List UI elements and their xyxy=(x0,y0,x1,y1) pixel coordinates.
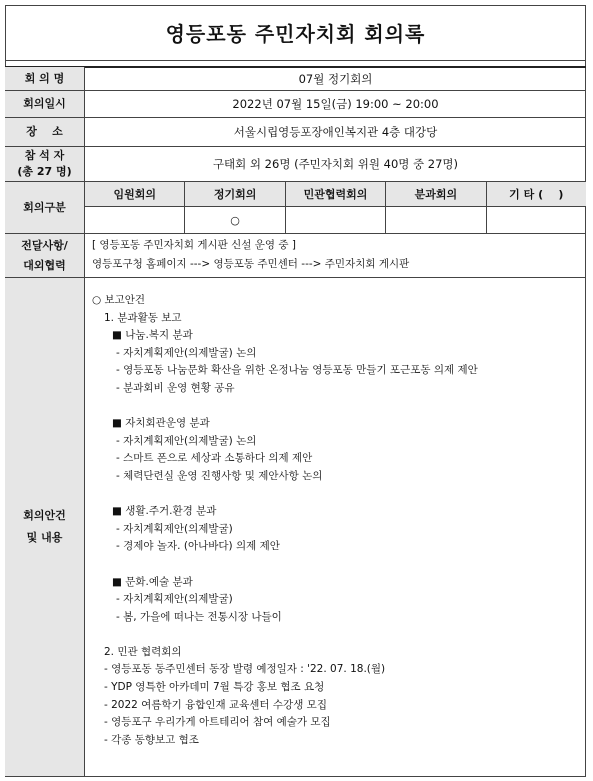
list-item: - 체력단련실 운영 진행사항 및 제안사항 논의 xyxy=(116,469,323,482)
meeting-type-mark xyxy=(286,207,386,233)
meeting-date-value: 2022년 07월 15일(금) 19:00 ~ 20:00 xyxy=(232,97,439,111)
divider xyxy=(5,277,586,278)
agenda-label-line1: 회의안건 xyxy=(23,509,66,522)
agenda-label xyxy=(5,278,85,776)
list-item: - 자치계획제안(의제발굴) xyxy=(116,522,233,535)
notice-label xyxy=(5,234,85,277)
list-item: - 스마트 폰으로 세상과 소통하다 의제 제안 xyxy=(116,452,313,465)
list-item: - 영등포동 나눔문화 확산을 위한 온정나눔 영등포동 만들기 포근포동 의제 제안 xyxy=(116,364,478,377)
meeting-type-header: 기 타 ( ) xyxy=(487,182,586,206)
notice-line1: [ 영등포동 주민자치회 게시판 신설 운영 중 ] xyxy=(92,239,296,251)
meeting-type-mark xyxy=(85,207,185,233)
list-item: - 자치계획제안(의제발굴) 논의 xyxy=(116,346,257,359)
list-item: - 분과회비 운영 현황 공유 xyxy=(116,381,235,394)
section-title: 1. 분과활동 보고 xyxy=(104,311,182,324)
notice-value xyxy=(92,236,409,274)
spacer xyxy=(92,486,572,504)
spacer xyxy=(92,398,572,416)
meeting-type-header: 민관협력회의 xyxy=(286,182,386,206)
list-item: - 봄, 가을에 떠나는 전통시장 나들이 xyxy=(116,610,282,623)
meeting-type-header: 분과회의 xyxy=(386,182,486,206)
notice-label-line2: 대외협력 xyxy=(23,258,66,272)
meeting-type-mark: ○ xyxy=(185,207,285,233)
section-title: 2. 민관 협력회의 xyxy=(104,645,182,658)
meeting-name-value: 07월 정기회의 xyxy=(298,71,373,86)
meeting-date-label: 회의일시 xyxy=(5,91,85,117)
meeting-type-mark xyxy=(487,207,586,233)
list-item: - 영등포동 동주민센터 동장 발령 예정일자 : '22. 07. 18.(월) xyxy=(104,663,386,676)
agenda-content xyxy=(92,292,572,749)
group-title: ■ 문화.예술 분과 xyxy=(112,575,193,588)
notice-line2: 영등포구청 홈페이지 ---> 영등포동 주민센터 ---> 주민자치회 게시판 xyxy=(92,258,410,270)
attendees-label-line1: 참 석 자 xyxy=(24,149,65,162)
list-item: - 영등포구 우리가게 아트테리어 참여 예술가 모집 xyxy=(104,716,331,729)
place-label xyxy=(5,118,85,146)
meeting-type-label: 회의구분 xyxy=(5,182,85,233)
attendees-label xyxy=(5,147,85,181)
list-item: - 경제야 놀자. (아나바다) 의제 제안 xyxy=(116,540,280,553)
report-heading: ○ 보고안건 xyxy=(92,294,146,306)
meeting-type-marks xyxy=(85,207,586,233)
meeting-type-mark xyxy=(386,207,486,233)
group-title: ■ 자치회관운영 분과 xyxy=(112,417,210,430)
place-value: 서울시립영등포장애인복지관 4층 대강당 xyxy=(233,125,438,139)
list-item: - 2022 여름학기 융합인재 교육센터 수강생 모집 xyxy=(104,698,327,711)
list-item: - 각종 동향보고 협조 xyxy=(104,733,199,746)
list-item: - 자치계획제안(의제발굴) xyxy=(116,593,233,606)
notice-label-line1: 전달사항/ xyxy=(21,238,68,252)
attendees-value: 구태회 외 26명 (주민자치회 위원 40명 중 27명) xyxy=(212,157,459,171)
meeting-name-label: 회 의 명 xyxy=(5,67,85,90)
spacer xyxy=(92,556,572,574)
spacer xyxy=(92,626,572,644)
meeting-type-header: 정기회의 xyxy=(185,182,285,206)
group-title: ■ 나눔.복지 분과 xyxy=(112,329,193,342)
meeting-type-header: 임원회의 xyxy=(85,182,185,206)
list-item: - 자치계획제안(의제발굴) 논의 xyxy=(116,434,257,447)
document-title: 영등포동 주민자치회 회의록 xyxy=(5,5,586,61)
meeting-type-headers xyxy=(85,182,586,207)
divider xyxy=(5,233,586,234)
place-label-text: 장 소 xyxy=(26,125,63,138)
attendees-label-line2: (총 27 명) xyxy=(17,165,72,178)
agenda-label-line2: 및 내용 xyxy=(26,531,63,544)
list-item: - YDP 영특한 아카데미 7월 특강 홍보 협조 요청 xyxy=(104,681,325,694)
group-title: ■ 생활.주거.환경 분과 xyxy=(112,505,217,518)
